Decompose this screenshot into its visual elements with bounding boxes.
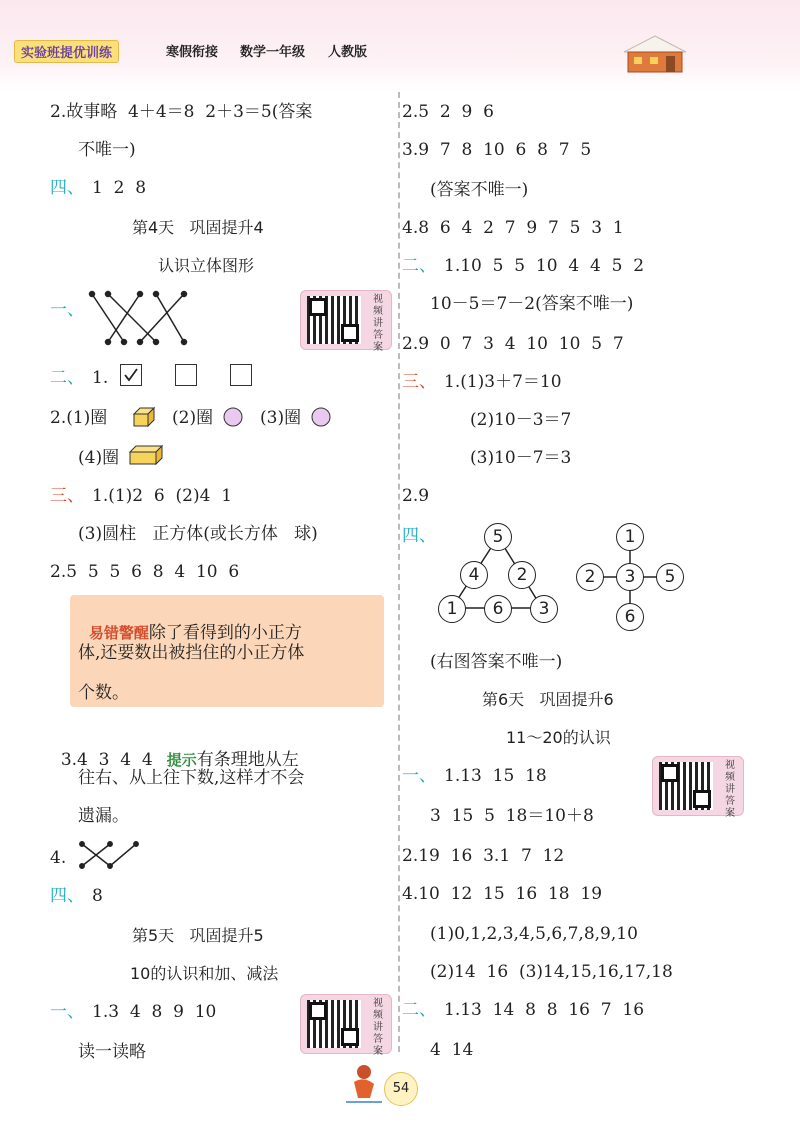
section-tag: 四、 bbox=[50, 886, 84, 906]
header-grade: 数学一年级 bbox=[240, 45, 306, 60]
triangle-node: 3 bbox=[530, 595, 558, 623]
answer-line: (右图答案不唯一) bbox=[430, 652, 563, 672]
answer-line: 1. bbox=[92, 368, 109, 388]
qr-code-icon bbox=[307, 296, 361, 344]
answer-line: (4)圈 bbox=[78, 448, 120, 468]
answer-line: 1.3 4 8 9 10 bbox=[92, 1002, 217, 1022]
day-subtitle: 认识立体图形 bbox=[158, 256, 255, 275]
house-illustration-icon bbox=[620, 34, 690, 74]
qr-code-icon bbox=[307, 1000, 361, 1048]
answer-line: (3)圆柱 正方体(或长方体 球) bbox=[78, 524, 318, 544]
video-qr-code[interactable] bbox=[300, 290, 392, 353]
triangle-node: 6 bbox=[484, 595, 512, 623]
answer-line: 1.13 15 18 bbox=[444, 766, 547, 786]
empty-box bbox=[175, 364, 197, 386]
warning-line bbox=[78, 603, 302, 643]
header-edition: 人教版 bbox=[328, 45, 368, 60]
sphere-icon bbox=[222, 406, 244, 428]
warning-text: 除了看得到的小正方 bbox=[148, 623, 302, 643]
day-title: 第5天 巩固提升5 bbox=[132, 926, 264, 945]
answer-line: (2)圈 bbox=[172, 408, 214, 428]
page-header bbox=[0, 0, 800, 90]
tip-text: 有条理地从左 bbox=[196, 750, 299, 770]
warning-text: 个数。 bbox=[78, 683, 129, 703]
answer-line: (2)14 16 (3)14,15,16,17,18 bbox=[430, 962, 673, 982]
answer-line: 4 14 bbox=[430, 1040, 474, 1060]
answer-line: (3)圈 bbox=[260, 408, 302, 428]
answer-line: 不唯一) bbox=[78, 140, 136, 160]
day-subtitle: 11～20的认识 bbox=[506, 728, 611, 747]
triangle-node: 1 bbox=[438, 595, 466, 623]
section-tag: 二、 bbox=[402, 1000, 436, 1020]
answer-line: 1.(1)2 6 (2)4 1 bbox=[92, 486, 233, 506]
section-tag: 四、 bbox=[402, 526, 436, 546]
skater-illustration-icon bbox=[340, 1062, 388, 1108]
check-icon bbox=[121, 365, 141, 385]
answer-line: 2.5 2 9 6 bbox=[402, 102, 494, 122]
answer-line: (2)10－3＝7 bbox=[470, 410, 572, 430]
qr-label: 视频讲答案 bbox=[373, 998, 383, 1057]
cross-node: 5 bbox=[656, 563, 684, 591]
triangle-node: 5 bbox=[484, 523, 512, 551]
day-title: 第6天 巩固提升6 bbox=[482, 690, 614, 709]
cross-node: 6 bbox=[616, 603, 644, 631]
answer-line bbox=[50, 730, 299, 770]
matching-lines-diagram bbox=[84, 284, 194, 350]
answer-line: 4.8 6 4 2 7 9 7 5 3 1 bbox=[402, 218, 624, 238]
section-tag: 一、 bbox=[402, 766, 436, 786]
tip-label: 提示 bbox=[166, 751, 197, 769]
series-brand: 实验班提优训练 bbox=[14, 40, 119, 63]
cross-node: 3 bbox=[616, 563, 644, 591]
triangle-node: 4 bbox=[460, 561, 488, 589]
sphere-icon bbox=[310, 406, 332, 428]
answer-line: 2.19 16 3.1 7 12 bbox=[402, 846, 565, 866]
answer-line: 2.(1)圈 bbox=[50, 408, 108, 428]
warning-text: 体,还要数出被挡住的小正方体 bbox=[78, 643, 305, 663]
answer-line: 4.10 12 15 16 18 19 bbox=[402, 884, 603, 904]
column-divider bbox=[398, 92, 400, 1052]
matching-lines-diagram bbox=[76, 838, 142, 872]
answer-line: 2.9 0 7 3 4 10 10 5 7 bbox=[402, 334, 624, 354]
section-tag: 一、 bbox=[50, 300, 84, 320]
answer-line: 读一读略 bbox=[78, 1042, 146, 1062]
section-tag: 四、 bbox=[50, 178, 84, 198]
answer-line: (1)0,1,2,3,4,5,6,7,8,9,10 bbox=[430, 924, 638, 944]
section-tag: 二、 bbox=[402, 256, 436, 276]
cube-icon bbox=[132, 406, 156, 428]
section-tag: 二、 bbox=[50, 368, 84, 388]
header-subtitle: 寒假衔接 bbox=[166, 45, 219, 60]
answer-line: 2.5 5 5 6 8 4 10 6 bbox=[50, 562, 240, 582]
answer-text: 3.4 3 4 4 bbox=[60, 750, 153, 770]
answer-line: 2.9 bbox=[402, 486, 430, 506]
checked-box bbox=[120, 364, 142, 386]
empty-box bbox=[230, 364, 252, 386]
answer-line: 1.(1)3＋7＝10 bbox=[444, 372, 562, 392]
day-subtitle: 10的认识和加、减法 bbox=[130, 964, 279, 983]
qr-label: 视频讲答案 bbox=[725, 760, 735, 819]
tip-text: 遗漏。 bbox=[78, 806, 129, 826]
section-tag: 三、 bbox=[402, 372, 436, 392]
video-qr-code[interactable] bbox=[300, 994, 392, 1057]
answer-line: 1.13 14 8 8 16 7 16 bbox=[444, 1000, 645, 1020]
video-qr-code[interactable] bbox=[652, 756, 744, 819]
answer-line: 2.故事略 4＋4＝8 2＋3＝5(答案 bbox=[50, 102, 313, 122]
section-tag: 三、 bbox=[50, 486, 84, 506]
answer-line: 8 bbox=[92, 886, 103, 906]
qr-code-icon bbox=[659, 762, 713, 810]
answer-line: (答案不唯一) bbox=[430, 180, 529, 200]
cross-node: 1 bbox=[616, 523, 644, 551]
answer-line: 4. bbox=[50, 848, 67, 868]
answer-line: 1.10 5 5 10 4 4 5 2 bbox=[444, 256, 645, 276]
page-number: 54 bbox=[384, 1072, 418, 1106]
day-title: 第4天 巩固提升4 bbox=[132, 218, 264, 237]
answer-line: 3 15 5 18＝10＋8 bbox=[430, 806, 594, 826]
answer-line: 3.9 7 8 10 6 8 7 5 bbox=[402, 140, 592, 160]
qr-label: 视频讲答案 bbox=[373, 294, 383, 353]
section-tag: 一、 bbox=[50, 1002, 84, 1022]
triangle-node: 2 bbox=[508, 561, 536, 589]
checkbox-row bbox=[120, 364, 252, 387]
tip-text: 往右、从上往下数,这样才不会 bbox=[78, 768, 305, 788]
answer-line: 1 2 8 bbox=[92, 178, 147, 198]
answer-line: (3)10－7＝3 bbox=[470, 448, 572, 468]
cuboid-icon bbox=[128, 444, 164, 466]
warning-label: 易错警醒 bbox=[88, 624, 149, 642]
answer-line: 10－5＝7－2(答案不唯一) bbox=[430, 294, 634, 314]
cross-node: 2 bbox=[576, 563, 604, 591]
